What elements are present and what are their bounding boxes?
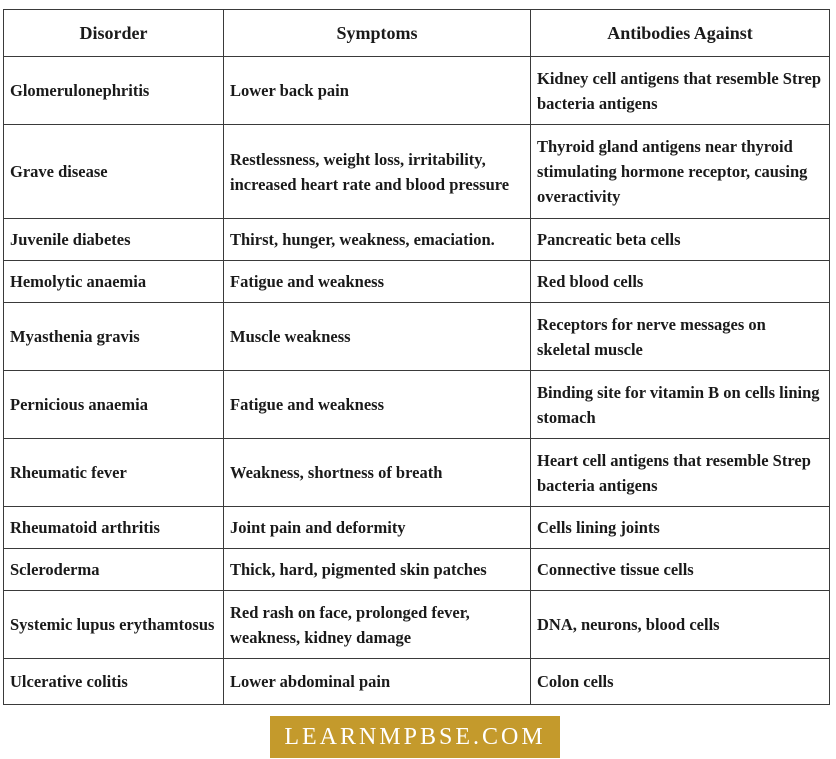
disorder-cell: Ulcerative colitis [4, 659, 224, 705]
symptoms-cell: Thirst, hunger, weakness, emaciation. [224, 219, 531, 261]
symptoms-cell: Restlessness, weight loss, irritability, increased heart rate and blood pressure [224, 125, 531, 219]
table-row [4, 549, 830, 591]
table-row [4, 659, 830, 705]
antibodies-cell: Pancreatic beta cells [531, 219, 830, 261]
table-header [4, 10, 830, 57]
symptoms-cell: Fatigue and weakness [224, 371, 531, 439]
table-row [4, 507, 830, 549]
antibodies-cell: Thyroid gland antigens near thyroid stimulating hormone receptor, causing overactivity [531, 125, 830, 219]
symptoms-cell: Thick, hard, pigmented skin patches [224, 549, 531, 591]
symptoms-cell: Joint pain and deformity [224, 507, 531, 549]
disorder-cell: Grave disease [4, 125, 224, 219]
symptoms-cell: Muscle weakness [224, 303, 531, 371]
symptoms-cell: Lower abdominal pain [224, 659, 531, 705]
symptoms-cell: Lower back pain [224, 57, 531, 125]
antibodies-cell: Red blood cells [531, 261, 830, 303]
antibodies-cell: DNA, neurons, blood cells [531, 591, 830, 659]
header-symptoms: Symptoms [224, 10, 531, 57]
disorder-cell: Scleroderma [4, 549, 224, 591]
table-row [4, 219, 830, 261]
disorder-cell: Systemic lupus erythamtosus [4, 591, 224, 659]
symptoms-cell: Red rash on face, prolonged fever, weakness, kidney damage [224, 591, 531, 659]
antibodies-cell: Colon cells [531, 659, 830, 705]
antibodies-cell: Kidney cell antigens that resemble Strep bacteria antigens [531, 57, 830, 125]
disorder-cell: Myasthenia gravis [4, 303, 224, 371]
antibodies-cell: Binding site for vitamin B on cells lining stomach [531, 371, 830, 439]
table-body [4, 57, 830, 705]
table-row [4, 57, 830, 125]
table-row [4, 591, 830, 659]
header-disorder: Disorder [4, 10, 224, 57]
table-row [4, 125, 830, 219]
disorder-cell: Glomerulonephritis [4, 57, 224, 125]
antibodies-cell: Heart cell antigens that resemble Strep bacteria antigens [531, 439, 830, 507]
antibodies-cell: Cells lining joints [531, 507, 830, 549]
site-watermark: LEARNMPBSE.COM [270, 716, 560, 758]
table-row [4, 371, 830, 439]
header-antibodies: Antibodies Against [531, 10, 830, 57]
symptoms-cell: Weakness, shortness of breath [224, 439, 531, 507]
table-row [4, 261, 830, 303]
symptoms-cell: Fatigue and weakness [224, 261, 531, 303]
antibodies-cell: Connective tissue cells [531, 549, 830, 591]
disorder-cell: Pernicious anaemia [4, 371, 224, 439]
disorder-cell: Rheumatoid arthritis [4, 507, 224, 549]
disorder-table [3, 9, 830, 705]
disorder-cell: Rheumatic fever [4, 439, 224, 507]
disorder-cell: Juvenile diabetes [4, 219, 224, 261]
table-row [4, 303, 830, 371]
table-row [4, 439, 830, 507]
header-row [4, 10, 830, 57]
disorder-cell: Hemolytic anaemia [4, 261, 224, 303]
antibodies-cell: Receptors for nerve messages on skeletal muscle [531, 303, 830, 371]
